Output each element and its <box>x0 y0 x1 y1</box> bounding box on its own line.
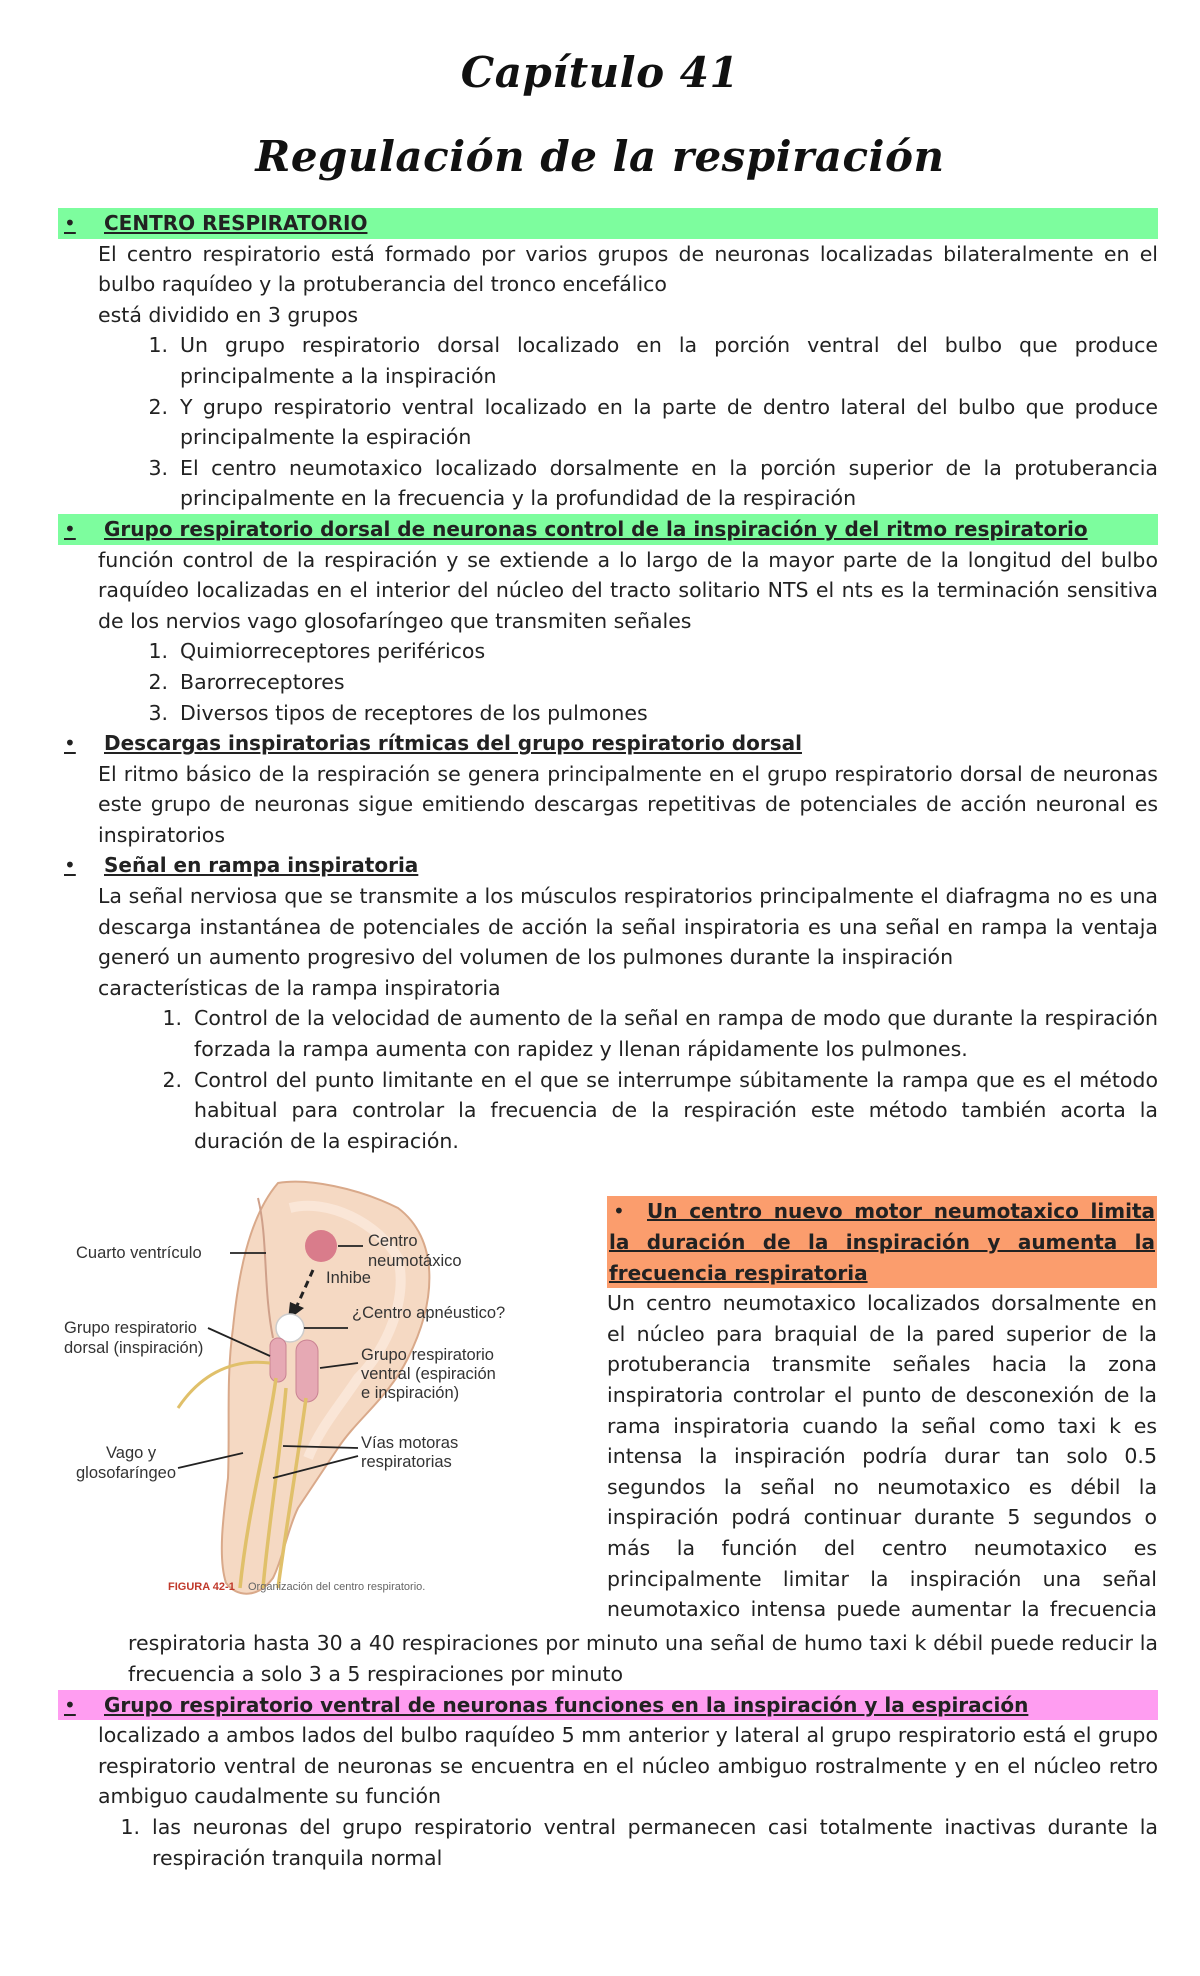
list-item: 2. Y grupo respiratorio ventral localizado en la parte de dentro lateral del bulbo que produce principalmente la espiración <box>148 394 1158 450</box>
side-line: rama inspiratoria cuando la señal como taxi k es <box>607 1413 1157 1438</box>
section-heading-senal-rampa <box>58 850 1158 881</box>
list-item: 1. Quimiorreceptores periféricos <box>148 639 486 664</box>
bullet: • <box>613 1199 625 1224</box>
heading-text: Grupo respiratorio dorsal de neuronas control de la inspiración y del ritmo respiratorio <box>104 516 1088 541</box>
pneumotaxic-center-dot <box>305 1230 337 1262</box>
side-line: el núcleo para braquial de la pared superior de la <box>607 1321 1157 1346</box>
section-heading-grupo-ventral <box>58 1690 1158 1721</box>
section-heading-centro-neumotaxico <box>607 1196 1157 1288</box>
section-body <box>98 239 1158 331</box>
side-line: Un centro neumotaxico localizados dorsalmente en <box>607 1291 1157 1316</box>
bullet: • <box>64 1692 76 1717</box>
label-vago-2: glosofaríngeo <box>76 1464 176 1483</box>
label-ventral-2: ventral (espiración <box>361 1365 496 1384</box>
numbered-list <box>58 1812 1158 1873</box>
bullet: • <box>64 516 76 541</box>
label-vias-2: respiratorias <box>361 1453 452 1472</box>
list-item: 2. Control del punto limitante en el que se interrumpe súbitamente la rampa que es el método habitual para controlar la frecuencia de la respiración este método también acorta la duración de la espiración. <box>162 1067 1158 1153</box>
heading-text: CENTRO RESPIRATORIO <box>104 211 368 235</box>
side-line: segundos la señal no neumotaxico es débil la <box>607 1474 1157 1499</box>
side-line: neumotaxico intensa puede aumentar la frecuencia <box>607 1597 1157 1622</box>
list-item: 1. Un grupo respiratorio dorsal localizado en la porción ventral del bulbo que produce principalmente a la inspiración <box>148 333 1158 388</box>
side-text-column <box>607 1196 1157 1624</box>
chapter-title: Capítulo 41 <box>460 48 740 97</box>
paragraph: El centro respiratorio está formado por varios grupos de neuronas localizadas bilateralmente en el bulbo raquídeo y la protuberancia del tronco encefálico <box>98 241 1158 297</box>
side-line: principalmente limitar la inspiración una señal <box>607 1566 1157 1591</box>
numbered-list <box>58 636 1158 728</box>
respiratory-center-figure <box>58 1178 598 1618</box>
label-grupo-dorsal-2: dorsal (inspiración) <box>64 1339 204 1358</box>
side-line: inspiración podrá continuar durante 5 segundos o <box>607 1505 1157 1530</box>
paragraph: características de la rampa inspiratoria <box>98 975 501 1000</box>
paragraph: La señal nerviosa que se transmite a los músculos respiratorios principalmente el diafragma no es una descarga instantánea de potenciales de acción la señal inspiratoria es una señal en rampa la ventaja generó un aumento progresivo del volumen de los pulmones durante la inspiración <box>98 884 1158 970</box>
figure-row <box>58 1156 1158 1634</box>
side-line: inspiratoria controlar el punto de desconexión de la <box>607 1382 1157 1407</box>
section-body <box>98 759 1158 851</box>
label-centro-2: neumotáxico <box>368 1252 462 1271</box>
bullet: • <box>64 731 76 756</box>
label-cuarto-ventriculo: Cuarto ventrículo <box>76 1244 202 1263</box>
ventral-group-shape <box>296 1340 318 1402</box>
paragraph: está dividido en 3 grupos <box>98 302 359 327</box>
section-body <box>98 881 1158 1003</box>
list-item: 3. Diversos tipos de receptores de los pulmones <box>148 700 648 725</box>
section-heading-descargas <box>58 728 1158 759</box>
heading-text: Un centro nuevo motor neumotaxico limita la duración de la inspiración y aumenta la frecuencia respiratoria <box>609 1199 1155 1285</box>
label-centro-1: Centro <box>368 1232 418 1251</box>
bullet: • <box>64 853 76 878</box>
section-body-continuation <box>128 1628 1158 1689</box>
label-grupo-dorsal-1: Grupo respiratorio <box>64 1319 197 1338</box>
side-line: intensa la inspiración podría durar tan solo 0.5 <box>607 1444 1157 1469</box>
paragraph: función control de la respiración y se extiende a lo largo de la mayor parte de la longitud del bulbo raquídeo localizadas en el interior del núcleo del tracto solitario NTS el nts es la terminación sensitiva de los nervios vago glosofaríngeo que transmiten señales <box>98 547 1158 633</box>
list-item: 1. las neuronas del grupo respiratorio ventral permanecen casi totalmente inactivas durante la respiración tranquila normal <box>120 1814 1158 1870</box>
numbered-list <box>58 330 1158 514</box>
side-line: protuberancia transmite señales hacia la zona <box>607 1352 1157 1377</box>
side-line: más la función del centro neumotaxico es <box>607 1535 1157 1560</box>
dorsal-group-shape <box>270 1338 286 1382</box>
figure-caption-number: FIGURA 42-1 <box>168 1581 235 1594</box>
content <box>58 208 1158 1873</box>
label-ventral-3: e inspiración) <box>361 1384 460 1403</box>
list-item: 3. El centro neumotaxico localizado dorsalmente en la porción superior de la protuberancia principalmente en la frecuencia y la profundidad de la respiración <box>148 455 1158 511</box>
numbered-list <box>58 1003 1158 1156</box>
heading-text: Grupo respiratorio ventral de neuronas funciones en la inspiración y la espiración <box>104 1692 1029 1717</box>
figure-caption-text: Organización del centro respiratorio. <box>248 1581 426 1594</box>
bullet: • <box>64 211 76 235</box>
label-vias-1: Vías motoras <box>361 1434 459 1453</box>
section-body <box>98 1720 1158 1812</box>
heading-text: Señal en rampa inspiratoria <box>104 853 419 878</box>
label-apneustico: ¿Centro apnéustico? <box>352 1304 506 1323</box>
paragraph: respiratoria hasta 30 a 40 respiraciones por minuto una señal de humo taxi k débil puede reducir la frecuencia a solo 3 a 5 respiraciones por minuto <box>128 1631 1158 1686</box>
section-heading-grupo-dorsal <box>58 514 1158 545</box>
paragraph: El ritmo básico de la respiración se genera principalmente en el grupo respiratorio dorsal de neuronas este grupo de neuronas sigue emitiendo descargas repetitivas de potenciales de acción neuronal es inspiratorios <box>98 761 1158 847</box>
chapter-subtitle: Regulación de la respiración <box>255 132 945 181</box>
label-ventral-1: Grupo respiratorio <box>361 1346 494 1365</box>
label-inhibe: Inhibe <box>326 1269 371 1288</box>
list-item: 1. Control de la velocidad de aumento de la señal en rampa de modo que durante la respiración forzada la rampa aumenta con rapidez y llenan rápidamente los pulmones. <box>162 1006 1158 1062</box>
section-heading-centro-respiratorio <box>58 208 1158 239</box>
paragraph: localizado a ambos lados del bulbo raquídeo 5 mm anterior y lateral al grupo respiratorio está el grupo respiratorio ventral de neuronas se encuentra en el núcleo ambiguo rostralmente y en el núcleo retro ambiguo caudalmente su función <box>98 1723 1158 1809</box>
label-vago-1: Vago y <box>106 1444 157 1463</box>
heading-text: Descargas inspiratorias rítmicas del grupo respiratorio dorsal <box>104 731 802 756</box>
list-item: 2. Barorreceptores <box>148 669 345 694</box>
section-body <box>98 545 1158 637</box>
